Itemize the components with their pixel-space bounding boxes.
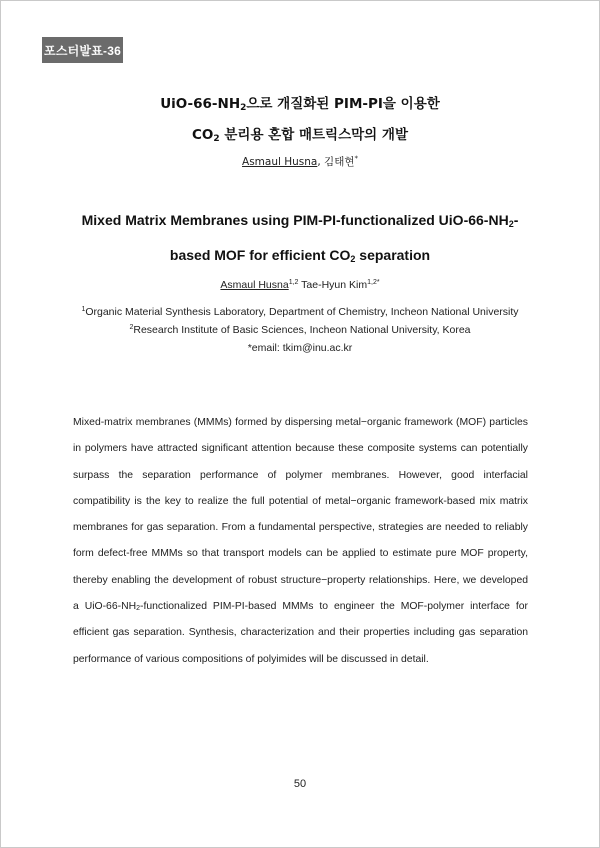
english-title-line-1: Mixed Matrix Membranes using PIM-PI-functionalized UiO-$66-NH_2-$ — [81, 212, 519, 229]
english-authors: Asmaul Husna$^{1,2}$ Tae-Hyun Kim$^{1,2*}$ — [220, 279, 380, 291]
korean-title-line-1: UiO-$66-NH_2$으로 개질화된 PIM-PI을 이용한 — [160, 96, 440, 113]
english-author-2: Tae-Hyun Kim — [298, 279, 368, 291]
korean-author-1: Asmaul Husna — [242, 156, 318, 168]
abstract-body: Mixed-matrix membranes (MMMs) formed by dispersing metal−organic framework (MOF) particles in polymers have attracted significant attention because these composite systems can potentially surpass the separation performance of polymer membranes. However, good interfacial compatibility is the key to realize the full potential of metal−organic framework-based mix matrix membranes for gas separation. From a fundamental perspective, strategies are needed to reliably form defect-free MMMs so that transport models can be applied to estimate pure MOF property, thereby enabling the development of robust structure−property relationships. Here, we developed a UiO-$66-NH_2$-functionalized PIM-PI-based MMMs to engineer the MOF-polymer interface for efficient gas separation. Synthesis, characterization and their properties including gas separation performance of various compositions of polyimides will be discussed in detail. — [73, 417, 529, 665]
english-title-line-2: based MOF for efficient $CO_2$ separation — [169, 247, 431, 264]
email: *email: tkim@inu.ac.kr — [247, 342, 353, 354]
korean-author-2: 김태현 — [324, 156, 355, 168]
korean-title-line-2: $CO_2$ 분리용 혼합 매트릭스막의 개발 — [192, 127, 408, 144]
english-author-1: Asmaul Husna — [220, 279, 289, 291]
session-tag: 포스터발표-36 — [42, 37, 123, 63]
affiliation-1: $^1$Organic Material Synthesis Laboratory, Department of Chemistry, Incheon National University — [81, 306, 519, 318]
korean-authors: Asmaul Husna, 김태현* — [242, 154, 358, 168]
affiliation-2: $^2$Research Institute of Basic Sciences, Incheon National University, Korea — [129, 324, 471, 336]
page-number: 50 — [293, 778, 307, 790]
